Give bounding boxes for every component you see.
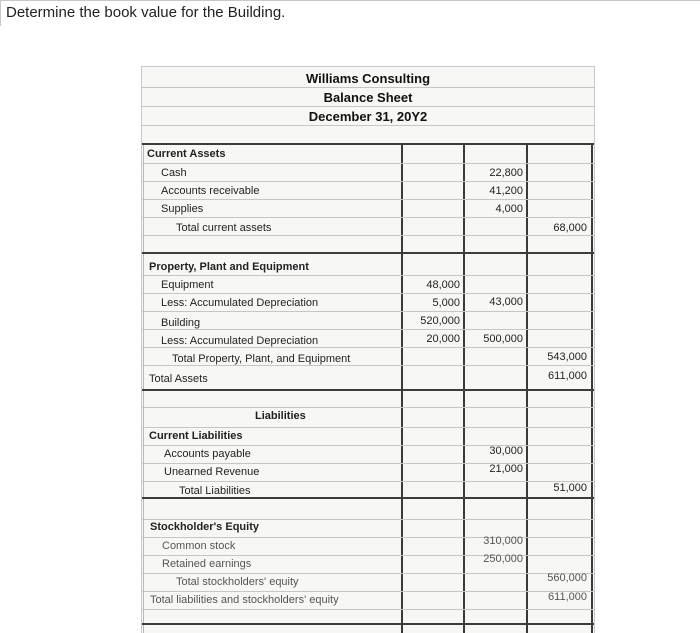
grid-line: [142, 293, 594, 294]
grid-line: [142, 347, 594, 348]
grid-line: [142, 609, 594, 610]
grid-line: [142, 329, 594, 330]
company-name: Williams Consulting: [305, 71, 431, 86]
total-liabilities-value: 51,000: [553, 482, 587, 494]
balance-sheet: [141, 66, 595, 633]
accounts-receivable-label: Accounts receivable: [161, 185, 260, 197]
current-liabilities-heading: Current Liabilities: [149, 430, 243, 442]
accounts-payable-value: 30,000: [489, 445, 523, 457]
building-depreciation-label: Less: Accumulated Depreciation: [161, 335, 319, 347]
grid-line: [142, 125, 594, 126]
unearned-revenue-value: 21,000: [489, 463, 523, 475]
equity-heading: Stockholder's Equity: [150, 521, 259, 533]
ppe-heading: Property, Plant and Equipment: [149, 261, 309, 273]
grid-line: [142, 407, 594, 408]
total-liabilities-equity-label: Total liabilities and stockholders' equity: [150, 594, 339, 606]
total-equity-value: 560,000: [547, 572, 587, 584]
total-liabilities-equity-value: 611,000: [548, 591, 587, 603]
liabilities-heading: Liabilities: [255, 410, 306, 422]
statement-title: Balance Sheet: [323, 90, 413, 105]
grid-line: [142, 217, 594, 218]
common-stock-value: 310,000: [483, 535, 523, 547]
grid-line: [142, 537, 594, 538]
grid-line: [142, 163, 594, 164]
equipment-depreciation-value: 5,000: [432, 297, 460, 309]
equipment-depreciation-label: Less: Accumulated Depreciation: [161, 297, 319, 309]
accounts-receivable-value: 41,200: [489, 185, 523, 197]
total-current-assets-value: 68,000: [553, 222, 587, 234]
building-net-value: 500,000: [483, 333, 523, 345]
grid-line: [142, 181, 594, 182]
section-rule: [142, 497, 594, 499]
section-rule: [142, 389, 594, 391]
total-ppe-label: Total Property, Plant, and Equipment: [172, 353, 351, 365]
grid-line: [142, 555, 594, 556]
grid-line: [142, 445, 594, 446]
grid-line: [142, 591, 594, 592]
grid-line: [142, 365, 594, 366]
total-ppe-value: 543,000: [547, 351, 587, 363]
grid-line: [142, 573, 594, 574]
retained-earnings-value: 250,000: [483, 553, 523, 565]
grid-line: [142, 481, 594, 482]
grid-line: [142, 235, 594, 236]
supplies-label: Supplies: [161, 203, 204, 215]
statement-date: December 31, 20Y2: [308, 109, 428, 124]
grid-line: [142, 519, 594, 520]
building-value: 520,000: [420, 315, 460, 327]
total-equity-label: Total stockholders' equity: [176, 576, 299, 588]
total-current-assets-label: Total current assets: [176, 222, 272, 234]
total-assets-label: Total Assets: [149, 373, 208, 385]
grid-line: [142, 275, 594, 276]
grid-line: [142, 463, 594, 464]
equipment-net-value: 43,000: [489, 296, 523, 308]
building-label: Building: [161, 317, 201, 329]
grid-line: [142, 427, 594, 428]
common-stock-label: Common stock: [162, 540, 236, 552]
question-text: Determine the book value for the Building.: [0, 0, 700, 26]
cash-value: 22,800: [489, 167, 523, 179]
unearned-revenue-label: Unearned Revenue: [164, 466, 260, 478]
grid-line: [142, 106, 594, 107]
equipment-label: Equipment: [161, 279, 214, 291]
accounts-payable-label: Accounts payable: [164, 448, 251, 460]
supplies-value: 4,000: [495, 203, 523, 215]
section-rule: [142, 252, 594, 254]
section-rule: [142, 623, 594, 625]
building-depreciation-value: 20,000: [426, 333, 460, 345]
grid-line: [142, 199, 594, 200]
cash-label: Cash: [161, 167, 187, 179]
retained-earnings-label: Retained earnings: [162, 558, 252, 570]
current-assets-heading: Current Assets: [147, 148, 226, 160]
grid-line: [142, 311, 594, 312]
section-rule: [142, 143, 594, 145]
total-liabilities-label: Total Liabilities: [179, 485, 251, 497]
total-assets-value: 611,000: [548, 370, 587, 382]
equipment-value: 48,000: [426, 279, 460, 291]
grid-line: [142, 87, 594, 88]
